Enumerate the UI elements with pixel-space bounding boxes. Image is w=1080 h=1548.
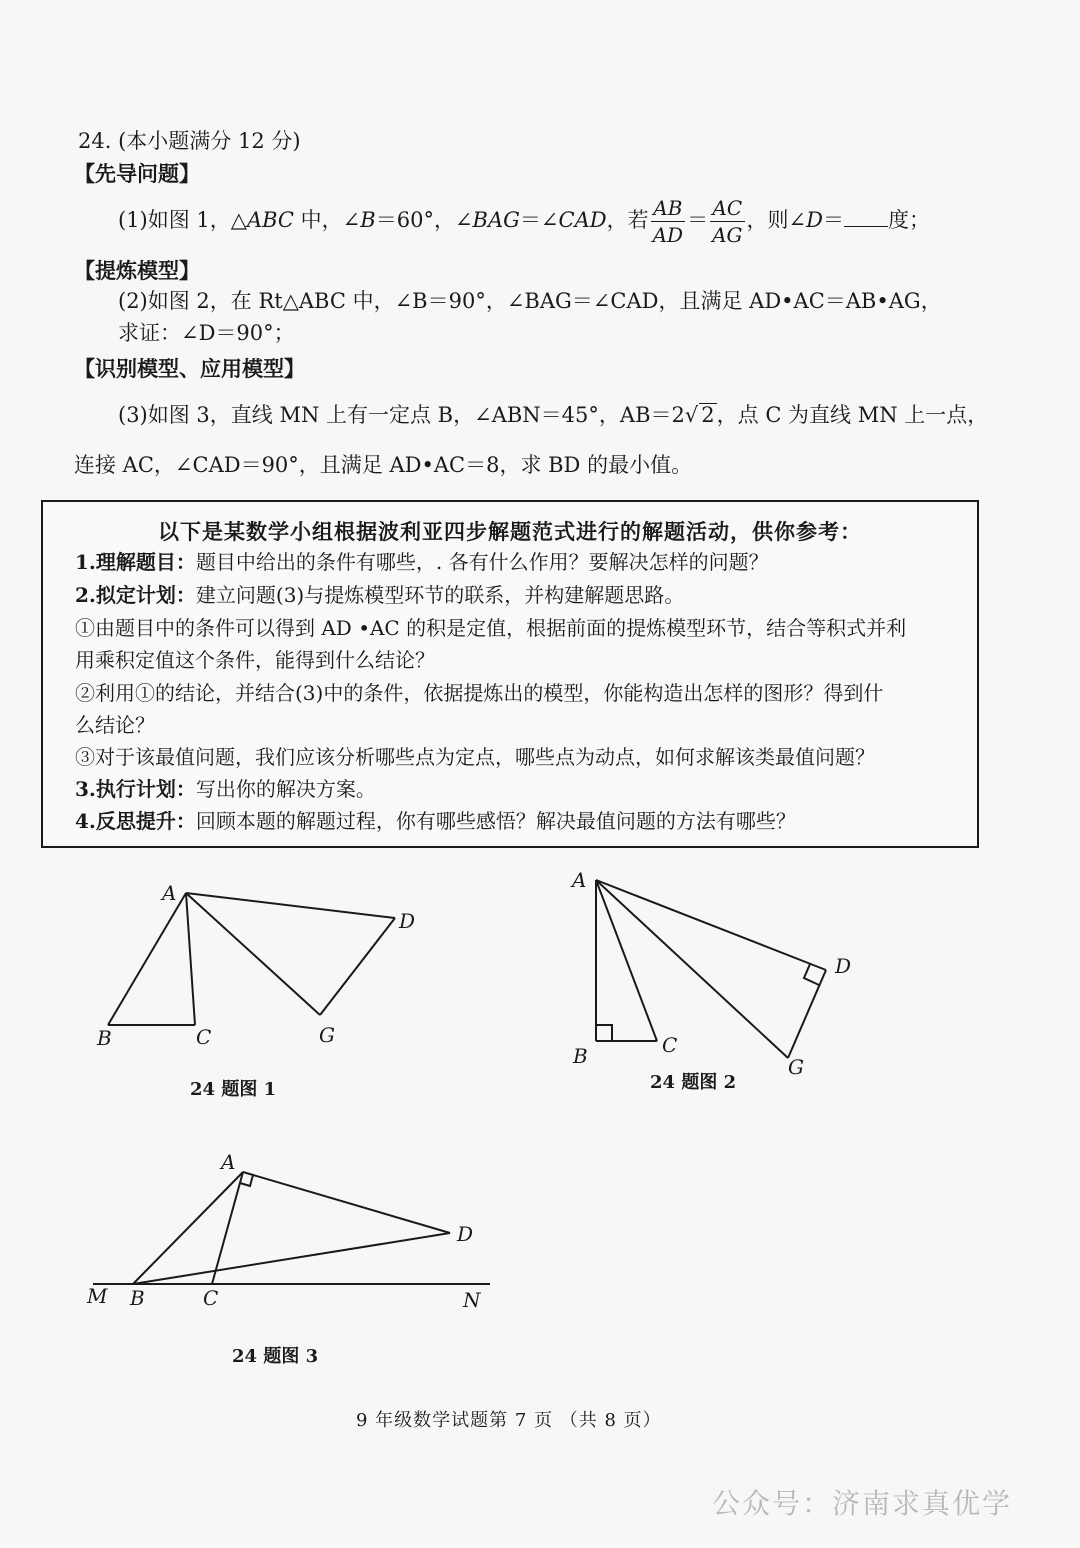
p3-a: (3)如图 3，直线 MN 上有一定点 B，∠ABN＝45°，AB＝2 xyxy=(118,403,685,427)
fig1-seg-DG xyxy=(320,918,395,1015)
p1-k: D xyxy=(806,208,823,232)
fig1-seg-AB xyxy=(108,893,186,1025)
part1-text xyxy=(118,190,930,250)
activity-title: 以下是某数学小组根据波利亚四步解题范式进行的解题活动，供你参考： xyxy=(158,519,862,544)
fig2-label-B: B xyxy=(573,1044,588,1068)
polya-activity-box xyxy=(41,500,979,848)
step2-text: 建立问题(3)与提炼模型环节的联系，并构建解题思路。 xyxy=(195,583,685,607)
problem-score-note: (本小题满分 12 分) xyxy=(118,129,301,153)
p1-d: B xyxy=(360,208,376,232)
fig2-label-C: C xyxy=(662,1033,678,1057)
step4-text: 回顾本题的解题过程，你有哪些感悟？解决最值问题的方法有哪些？ xyxy=(195,809,796,833)
fig2-label-D: D xyxy=(835,954,852,978)
fraction-ab-ad xyxy=(651,195,685,248)
frac2-numerator: AC xyxy=(710,195,744,222)
section-title-model: 【提炼模型】 xyxy=(74,258,200,283)
p1-l: ＝ xyxy=(822,208,844,232)
step4 xyxy=(75,807,796,835)
fig2-seg-DG xyxy=(788,970,826,1058)
fig3-caption: 24 题图 3 xyxy=(232,1346,319,1367)
fig3-seg-AD xyxy=(243,1172,450,1233)
fig2-caption: 24 题图 2 xyxy=(650,1072,737,1093)
sub1-line2: 用乘积定值这个条件，能得到什么结论？ xyxy=(75,648,435,672)
fig2-seg-AD xyxy=(596,880,826,970)
step2 xyxy=(75,581,684,609)
problem-number: 24. xyxy=(78,129,112,153)
frac2-denominator: AG xyxy=(712,223,743,247)
figure-3 xyxy=(93,1172,490,1284)
p3-b: ，点 C 为直线 MN 上一点， xyxy=(716,403,989,427)
step3-label: 3.执行计划： xyxy=(75,777,196,801)
figure-2 xyxy=(596,880,826,1058)
fig3-label-C: C xyxy=(203,1286,219,1310)
part2-line2: 求证：∠D＝90°； xyxy=(118,321,295,345)
fig1-seg-AD xyxy=(186,893,395,918)
fig1-label-A: A xyxy=(162,881,177,905)
frac1-numerator: AB xyxy=(651,195,685,222)
watermark: 公众号：济南求真优学 xyxy=(712,1487,1013,1520)
figure-1 xyxy=(108,893,395,1025)
sqrt-radicand: 2 xyxy=(701,403,715,427)
fraction-ac-ag xyxy=(710,195,744,248)
fig2-right-angle-B xyxy=(596,1025,612,1041)
p1-a: (1)如图 1，△ xyxy=(118,208,247,232)
fig1-caption: 24 题图 1 xyxy=(190,1079,277,1100)
p1-g: ＝∠ xyxy=(519,208,559,232)
step1-text: 题目中给出的条件有哪些，. 各有什么作用？要解决怎样的问题？ xyxy=(195,550,769,574)
fig3-label-A: A xyxy=(221,1150,236,1174)
p1-i: ，若 xyxy=(606,208,649,232)
section-title-lead: 【先导问题】 xyxy=(74,161,200,186)
p1-j: ，则∠ xyxy=(746,208,807,232)
figures-canvas xyxy=(0,860,1080,1380)
p1-h: CAD xyxy=(558,208,607,232)
part3-line1: (3)如图 3，直线 MN 上有一定点 B，∠ABN＝45°，AB＝2√ 2，点 C 为直线 MN 上一点， xyxy=(118,403,989,427)
step4-label: 4.反思提升： xyxy=(75,809,196,833)
step1-label: 1.理解题目： xyxy=(75,550,196,574)
p1-c: 中，∠ xyxy=(294,208,361,232)
answer-blank[interactable] xyxy=(844,208,888,227)
fig3-label-N: N xyxy=(463,1288,481,1312)
part3-line2: 连接 AC，∠CAD＝90°，且满足 AD•AC＝8，求 BD 的最小值。 xyxy=(74,453,693,477)
fig3-label-M: M xyxy=(87,1284,108,1308)
fig1-seg-AG xyxy=(186,893,320,1015)
fig2-seg-AC xyxy=(596,880,657,1041)
fig1-label-G: G xyxy=(319,1023,335,1047)
p1-b: ABC xyxy=(246,208,294,232)
fig1-label-C: C xyxy=(196,1025,212,1049)
fig3-label-B: B xyxy=(130,1286,145,1310)
p1-eq: ＝ xyxy=(687,208,709,232)
section-title-apply: 【识别模型、应用模型】 xyxy=(74,356,305,381)
fig1-label-D: D xyxy=(399,909,416,933)
sub3-line1: ③对于该最值问题，我们应该分析哪些点为定点，哪些点为动点，如何求解该类最值问题？ xyxy=(75,745,875,769)
problem-header xyxy=(78,126,301,156)
fig2-label-A: A xyxy=(572,868,587,892)
sub1-line1: ①由题目中的条件可以得到 AD •AC 的积是定值，根据前面的提炼模型环节，结合等积式并利 xyxy=(75,616,907,640)
fig1-seg-AC xyxy=(186,893,195,1025)
sub2-line1: ②利用①的结论，并结合(3)中的条件，依据提炼出的模型，你能构造出怎样的图形？得到什 xyxy=(75,681,884,705)
frac1-denominator: AD xyxy=(652,223,684,247)
fig3-label-D: D xyxy=(457,1222,474,1246)
step1 xyxy=(75,548,769,576)
fig3-seg-BD xyxy=(133,1233,450,1284)
p1-e: ＝60°，∠ xyxy=(375,208,473,232)
step3-text: 写出你的解决方案。 xyxy=(195,777,376,801)
fig2-label-G: G xyxy=(788,1055,804,1079)
p1-m: 度； xyxy=(887,208,930,232)
p1-f: BAG xyxy=(472,208,520,232)
page-footer: 9 年级数学试题第 7 页 （共 8 页） xyxy=(356,1410,662,1431)
fig2-seg-AG xyxy=(596,880,788,1058)
fig1-label-B: B xyxy=(97,1026,112,1050)
sub2-line2: 么结论？ xyxy=(75,713,155,737)
part2-line1: (2)如图 2，在 Rt△ABC 中，∠B＝90°，∠BAG＝∠CAD，且满足 AD•AC＝AB•AG， xyxy=(118,289,942,313)
step3 xyxy=(75,775,376,803)
step2-label: 2.拟定计划： xyxy=(75,583,196,607)
